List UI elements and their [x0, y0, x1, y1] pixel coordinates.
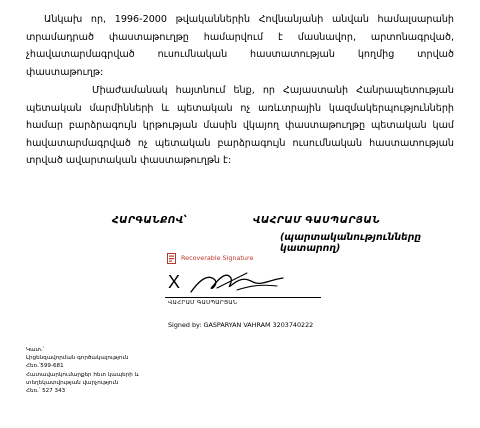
signature-label: Recoverable Signature: [181, 254, 254, 262]
footer-line: Հատավարկումարքեր հետ կապերի և: [26, 371, 140, 378]
signature-x-mark: X: [168, 272, 181, 292]
paragraph-university-status: Անկախ որ, 1996-2000 թվականներին Հովնանյանի անվան համալսարանի տրամադրած փաստաթուղթը համարվում է մասնավոր, արտոնագրված, չհավատարմագրված ուսումնական հաստատության կողմից տրված փաստաթուղթ:: [26, 14, 454, 78]
footer-line: Կատ.՝: [26, 347, 45, 353]
signer-title: (պարտականությունները կատարող): [280, 232, 422, 254]
footer-line: Հեռ.՝ 527 343: [26, 388, 66, 395]
footer-line: տեղեկատվության վարչություն: [26, 379, 119, 386]
signature-signed-by: Signed by: GASPARYAN VAHRAM 3203740222: [168, 321, 314, 329]
signature-printed-name: ՎԱՀՐԱՄ ԳԱՍՊԱՐՅԱՆ: [168, 300, 238, 306]
paragraph-higher-education: Միաժամանակ հայտնում ենք, որ Հայաստանի Հանրապետության պետական մարմինների և պետական ոչ առևտրային կազմակերպությունների համար բարձրագույն կրթության մասին վկայող փաստաթուղթը պետական կամ հավատարմագրված ոչ պետական բարձրագույն ուսումնական հաստատության տրված ավարտական փաստաթուղթն է:: [26, 85, 454, 167]
footer-contact-info: [26, 346, 139, 395]
footer-line: Լիցենզավորման գործակալություն: [26, 355, 129, 362]
digital-signature-block: [163, 250, 323, 334]
recoverable-signature-icon: [167, 253, 176, 264]
signer-name: ՎԱՀՐԱՄ ԳԱՍՊԱՐՅԱՆ: [253, 215, 381, 226]
footer-line: Հեռ.՝599-681: [26, 363, 64, 370]
signature-line: [165, 297, 321, 298]
handwritten-signature: [187, 270, 287, 298]
closing-greeting: ՀԱՐԳԱՆՔՈՎ՝: [112, 215, 188, 226]
